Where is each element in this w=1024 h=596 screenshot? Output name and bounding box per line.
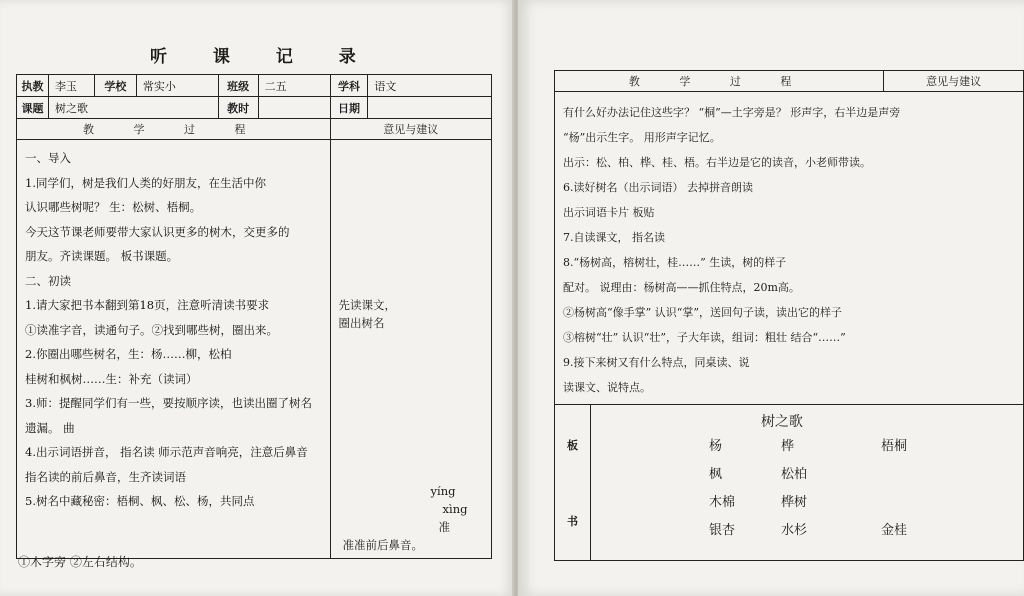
- handwritten-line: 出示词语卡片 板贴: [563, 206, 655, 219]
- board-word: 松柏: [780, 467, 807, 482]
- topic-label: 课题: [17, 97, 49, 119]
- board-title: 树之歌: [760, 414, 803, 430]
- handwritten-line: 二、初读: [25, 273, 71, 288]
- handwritten-line: 遗漏。 曲: [25, 420, 75, 435]
- margin-note: xìng: [442, 502, 468, 516]
- handwritten-line: 9.接下来树又有什么特点，同桌读、说: [563, 356, 750, 369]
- page-title: 听 课 记 录: [150, 47, 376, 67]
- handwritten-line: 认识哪些树呢？ 生：松树、梧桐。: [25, 200, 202, 214]
- board-word: [881, 463, 953, 482]
- footer-note: ①木字旁 ②左右结构。: [18, 555, 142, 569]
- board-word: 杨: [708, 439, 722, 454]
- margin-note: yíng: [430, 484, 456, 498]
- handwritten-line: “杨”出示生字。 用形声字记忆。: [563, 131, 721, 144]
- board-word: 枫: [708, 467, 722, 482]
- school-value: 常实小: [136, 75, 218, 97]
- board-word: 银杏: [708, 523, 735, 538]
- handwritten-line: ③榕树“壮” 认识“壮”，子大年读，组词：粗壮 结合“……”: [563, 331, 846, 344]
- board-row: [709, 491, 953, 510]
- handwritten-line: 一、导入: [25, 151, 71, 165]
- board-word: 木棉: [708, 495, 735, 510]
- time-value: [258, 97, 330, 119]
- board-word: 桦: [780, 439, 794, 454]
- date-value: [368, 97, 492, 119]
- handwritten-line: 读课文、说特点。: [563, 381, 651, 394]
- school-label: 学校: [94, 75, 136, 97]
- handwritten-line: 1.请大家把书本翻到第18页，注意听清读书要求: [25, 298, 270, 312]
- handwritten-line: ①读准字音，读通句子。②找到哪些树，圈出来。: [25, 322, 278, 337]
- advice-column-header: 意见与建议: [330, 119, 491, 140]
- date-label: 日期: [330, 97, 368, 119]
- board-label: 板 书: [555, 405, 591, 561]
- board-word: [881, 491, 953, 510]
- board-row: [709, 519, 953, 538]
- handwritten-line: 指名读的前后鼻音，生齐读词语: [25, 469, 186, 484]
- board-row: [709, 463, 953, 482]
- handwritten-line: 先读课文，: [338, 298, 397, 312]
- time-label: 教时: [218, 97, 258, 119]
- handwritten-line: 朋友。齐读课题。 板书课题。: [25, 249, 179, 263]
- handwritten-line: 桂树和枫树……生：补充（读词）: [25, 371, 198, 386]
- handwritten-line: ②杨树高“像手掌” 认识“掌”，送回句子读，读出它的样子: [563, 306, 842, 319]
- handwritten-line: 6.读好树名（出示词语） 去掉拼音朗读: [563, 181, 753, 194]
- handwritten-line: 1.同学们，树是我们人类的好朋友，在生活中你: [25, 175, 266, 190]
- process-column-header: 教 学 过 程: [555, 71, 884, 92]
- class-value: 二五: [258, 75, 330, 97]
- right-page: [518, 0, 1024, 596]
- board-word: 桦树: [780, 495, 807, 510]
- board-word: 金桂: [880, 523, 907, 538]
- process-column-header: 教 学 过 程: [17, 119, 331, 140]
- subject-value: 语文: [368, 75, 492, 97]
- subject-label: 学科: [330, 75, 368, 97]
- blackboard-design: [590, 405, 1023, 561]
- handwritten-line: 有什么好办法记住这些字？ “桐”—土字旁是？ 形声字，右半边是声旁: [563, 106, 901, 119]
- handwritten-line: 出示：松、柏、桦、桂、梧。右半边是它的读音，小老师带读。: [563, 156, 871, 169]
- board-word: 梧桐: [880, 439, 907, 454]
- handwritten-line: 4.出示词语拼音， 指名读 师示范声音响亮，注意后鼻音: [25, 445, 308, 459]
- handwritten-line: 8.“杨树高，榕树壮，桂……” 生读，树的样子: [563, 256, 787, 269]
- handwritten-line: 7.自读课文， 指名读: [563, 231, 665, 244]
- topic-value: 树之歌: [48, 97, 218, 119]
- handwritten-line: 2.你圈出哪些树名，生：杨……柳，松柏: [25, 347, 232, 361]
- margin-note: 准准前后鼻音。: [342, 538, 424, 552]
- advice-notes: [330, 140, 491, 559]
- margin-note: 准: [438, 520, 451, 534]
- teacher-label: 执教: [17, 75, 49, 97]
- process-notes: [555, 92, 1024, 405]
- board-row: [709, 435, 953, 454]
- lesson-record-table: [16, 74, 492, 559]
- handwritten-line: 3.师：提醒同学们有一些，要按顺序读，也读出圈了树名: [25, 396, 312, 410]
- board-word: 水杉: [780, 523, 807, 538]
- class-label: 班级: [218, 75, 258, 97]
- handwritten-line: 配对。 说理由：杨树高——抓住特点，20m高。: [563, 281, 800, 294]
- teacher-value: 李玉: [48, 75, 94, 97]
- process-notes: [17, 140, 331, 559]
- process-continued-table: [554, 70, 1024, 561]
- handwritten-line: 5.树名中藏秘密：梧桐、枫、松、杨，共同点: [25, 494, 255, 508]
- handwritten-line: 今天这节课老师要带大家认识更多的树木，交更多的: [25, 224, 290, 239]
- advice-column-header: 意见与建议: [884, 71, 1024, 92]
- handwritten-line: 圈出树名: [338, 316, 385, 330]
